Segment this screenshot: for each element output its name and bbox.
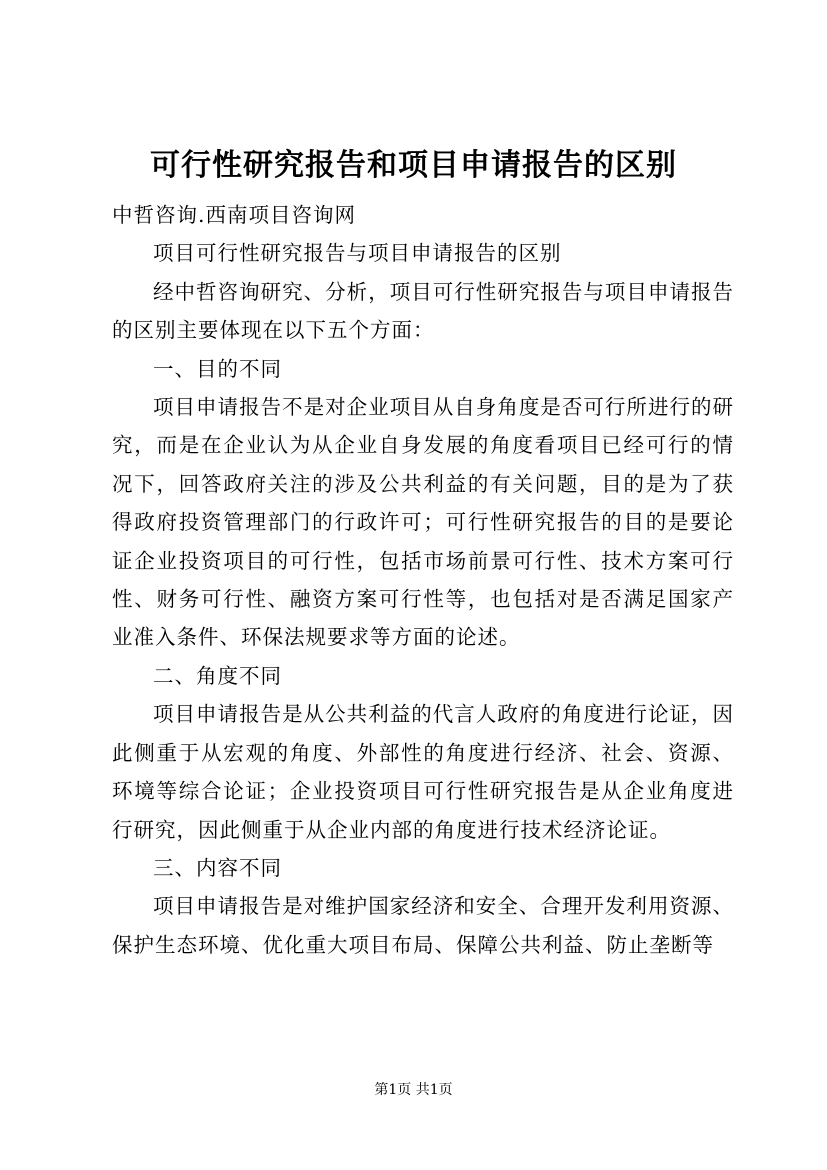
paragraph-content: 项目申请报告是对维护国家经济和安全、合理开发利用资源、保护生态环境、优化重大项目布局、保障公共利益、防止垄断等: [112, 894, 734, 957]
section-heading-purpose: 一、目的不同: [153, 356, 282, 381]
page-footer: 第1页 共1页: [374, 1082, 453, 1098]
source-line: 中哲咨询.西南项目咨询网: [112, 203, 357, 227]
paragraph-perspective: 项目申请报告是从公共利益的代言人政府的角度进行论证，因此侧重于从宏观的角度、外部性的角度进行经济、社会、资源、环境等综合论证；企业投资项目可行性研究报告是从企业角度进行研究，因此侧重于从企业内部的角度进行技术经济论证。: [112, 702, 734, 842]
section-heading-content: 三、内容不同: [153, 855, 282, 880]
subtitle-line: 项目可行性研究报告与项目申请报告的区别: [153, 241, 562, 266]
document-body: [112, 196, 734, 964]
section-heading-perspective: 二、角度不同: [153, 663, 282, 688]
paragraph-intro: 经中哲咨询研究、分析，项目可行性研究报告与项目申请报告的区别主要体现在以下五个方面：: [112, 279, 734, 343]
document-title: 可行性研究报告和项目申请报告的区别: [150, 148, 677, 183]
paragraph-purpose: 项目申请报告不是对企业项目从自身角度是否可行所进行的研究，而是在企业认为从企业自身发展的角度看项目已经可行的情况下，回答政府关注的涉及公共利益的有关问题，目的是为了获得政府投资管理部门的行政许可；可行性研究报告的目的是要论证企业投资项目的可行性，包括市场前景可行性、技术方案可行性、财务可行性、融资方案可行性等，也包括对是否满足国家产业准入条件、环保法规要求等方面的论述。: [112, 395, 734, 650]
